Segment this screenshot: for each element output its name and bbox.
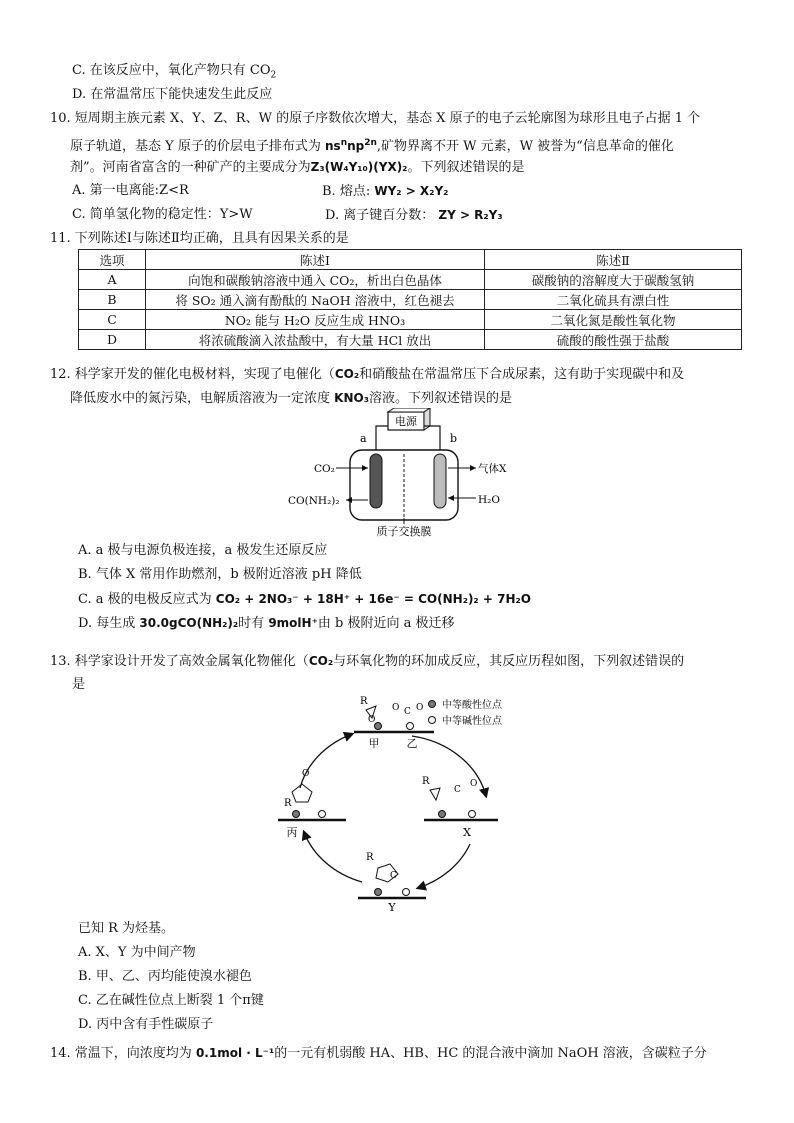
oxygen-label: O bbox=[392, 703, 400, 713]
stage-x bbox=[422, 776, 498, 839]
membrane-label: 质子交换膜 bbox=[376, 525, 432, 538]
stage-jia-yi bbox=[354, 696, 434, 750]
electrode-b bbox=[434, 454, 446, 508]
table-row bbox=[79, 310, 742, 330]
gas-x-label: 气体X bbox=[478, 463, 507, 475]
table-cell: 将 SO₂ 通入滴有酚酞的 NaOH 溶液中，红色褪去 bbox=[146, 290, 485, 310]
q13-option-d: D. 丙中含有手性碳原子 bbox=[78, 1017, 214, 1032]
q10-stem-line1: 10. 短周期主族元素 X、Y、Z、R、W 的原子序数依次增大，基态 X 原子的电子云轮廓图为球形且电子占据 1 个 bbox=[50, 111, 701, 126]
legend-base-label: 中等碱性位点 bbox=[442, 716, 502, 727]
table-cell: 将浓硫酸滴入浓盐酸中，有大量 HCl 放出 bbox=[146, 330, 485, 350]
table-cell: 硫酸的酸性强于盐酸 bbox=[485, 330, 742, 350]
q12-stem-line2: 降低废水中的氮污染，电解质溶液为一定浓度 KNO₃溶液。下列叙述错误的是 bbox=[70, 391, 512, 406]
carbon-label: C bbox=[404, 707, 411, 717]
co2-label: CO₂ bbox=[314, 463, 335, 475]
carbon-label: C bbox=[390, 871, 397, 881]
q10-option-a: A. 第一电离能:Z<R bbox=[72, 183, 189, 198]
q13-note: 已知 R 为烃基。 bbox=[78, 921, 175, 936]
power-label: 电源 bbox=[395, 415, 417, 428]
r-group-label: R bbox=[366, 852, 374, 863]
q14-stem-line1: 14. 常温下，向浓度均为 0.1mol · L⁻¹的一元有机弱酸 HA、HB、HC 的混合液中滴加 NaOH 溶液，含碳粒子分 bbox=[50, 1046, 707, 1061]
table-header-cell: 陈述Ⅱ bbox=[485, 250, 742, 270]
h2o-label: H₂O bbox=[478, 494, 500, 506]
r-group-label: R bbox=[422, 776, 430, 787]
q11-stem: 11. 下列陈述Ⅰ与陈述Ⅱ均正确，且具有因果关系的是 bbox=[50, 231, 349, 246]
q10-option-c: C. 简单氢化物的稳定性：Y>W bbox=[72, 207, 253, 222]
table-cell: A bbox=[79, 270, 146, 290]
q13-stem-line2: 是 bbox=[72, 677, 86, 692]
table-cell: 向饱和碳酸钠溶液中通入 CO₂，析出白色晶体 bbox=[146, 270, 485, 290]
q13-stem-line1: 13. 科学家设计开发了高效金属氧化物催化（CO₂与环氧化物的环加成反应，其反应历程如图，下列叙述错误的 bbox=[50, 654, 685, 669]
q13-option-c: C. 乙在碱性位点上断裂 1 个π键 bbox=[78, 993, 264, 1008]
q10-stem-line3: 剂”。河南省富含的一种矿产的主要成分为Z₃(W₄Y₁₀)(YX)₂。下列叙述错误的是 bbox=[70, 160, 525, 175]
table-header-cell: 选项 bbox=[79, 250, 146, 270]
table-cell: 二氧化硫具有漂白性 bbox=[485, 290, 742, 310]
y-label: Y bbox=[388, 901, 396, 912]
power-supply bbox=[388, 408, 430, 430]
q12-option-b: B. 气体 X 常用作助燃剂，b 极附近溶液 pH 降低 bbox=[78, 567, 362, 582]
table-header-cell: 陈述Ⅰ bbox=[146, 250, 485, 270]
electrode-b-label: b bbox=[450, 432, 458, 445]
q13-option-b: B. 甲、乙、丙均能使溴水褪色 bbox=[78, 969, 252, 984]
bing-label: 丙 bbox=[286, 826, 298, 839]
table-cell: 二氧化氮是酸性氧化物 bbox=[485, 310, 742, 330]
electrolysis-diagram bbox=[280, 408, 540, 538]
yi-label: 乙 bbox=[406, 737, 418, 750]
x-label: X bbox=[463, 826, 471, 839]
table-row bbox=[79, 330, 742, 350]
jia-label: 甲 bbox=[368, 737, 380, 750]
q9-option-c: C. 在该反应中，氧化产物只有 $CO_2$ bbox=[72, 63, 277, 81]
oxygen-label: O bbox=[470, 779, 478, 789]
carbon-label: C bbox=[454, 785, 461, 795]
q10-stem-line2: 原子轨道，基态 Y 原子的价层电子排布式为 $ns^nnp^{2n}$,矿物界离不开 W 元素，W 被誉为“信息革命的催化 bbox=[70, 138, 674, 154]
table-row bbox=[79, 270, 742, 290]
oxygen-label: O bbox=[368, 715, 376, 725]
q11-table bbox=[78, 249, 742, 350]
stage-bing bbox=[278, 769, 346, 839]
oxygen-label: O bbox=[416, 703, 424, 713]
q12-option-a: A. a 极与电源负极连接，a 极发生还原反应 bbox=[78, 543, 328, 558]
q12-option-d: D. 每生成 30.0gCO(NH₂)₂时有 9molH⁺由 b 极附近向 a 极迁移 bbox=[78, 616, 455, 631]
q10-option-d: D. 离子键百分数： ZY > R₂Y₃ bbox=[325, 208, 503, 223]
q13-option-a: A. X、Y 为中间产物 bbox=[78, 945, 196, 960]
table-row bbox=[79, 290, 742, 310]
q10-option-b: B. 熔点: WY₂ > X₂Y₂ bbox=[322, 184, 449, 199]
table-cell: NO₂ 能与 H₂O 反应生成 HNO₃ bbox=[146, 310, 485, 330]
stage-y bbox=[358, 852, 426, 912]
q9-option-d: D. 在常温常压下能快速发生此反应 bbox=[72, 87, 273, 102]
table-cell: D bbox=[79, 330, 146, 350]
urea-label: CO(NH₂)₂ bbox=[288, 495, 340, 507]
reaction-cycle-diagram bbox=[262, 692, 542, 912]
table-cell: 碳酸钠的溶解度大于碳酸氢钠 bbox=[485, 270, 742, 290]
q12-stem-line1: 12. 科学家开发的催化电极材料，实现了电催化（CO₂和硝酸盐在常温常压下合成尿素，这有助于实现碳中和及 bbox=[50, 367, 685, 382]
electrode-a-label: a bbox=[360, 432, 367, 445]
electrode-a bbox=[370, 454, 382, 508]
oxygen-label: O bbox=[302, 769, 310, 779]
q12-option-c: C. a 极的电极反应式为 CO₂ + 2NO₃⁻ + 18H⁺ + 16e⁻ = CO(NH₂)₂ + 7H₂O bbox=[78, 592, 531, 607]
table-cell: B bbox=[79, 290, 146, 310]
table-header-row bbox=[79, 250, 742, 270]
r-group-label: R bbox=[360, 696, 368, 707]
legend-acid-label: 中等酸性位点 bbox=[442, 700, 502, 711]
legend bbox=[429, 698, 503, 727]
table-cell: C bbox=[79, 310, 146, 330]
r-group-label: R bbox=[284, 798, 292, 809]
